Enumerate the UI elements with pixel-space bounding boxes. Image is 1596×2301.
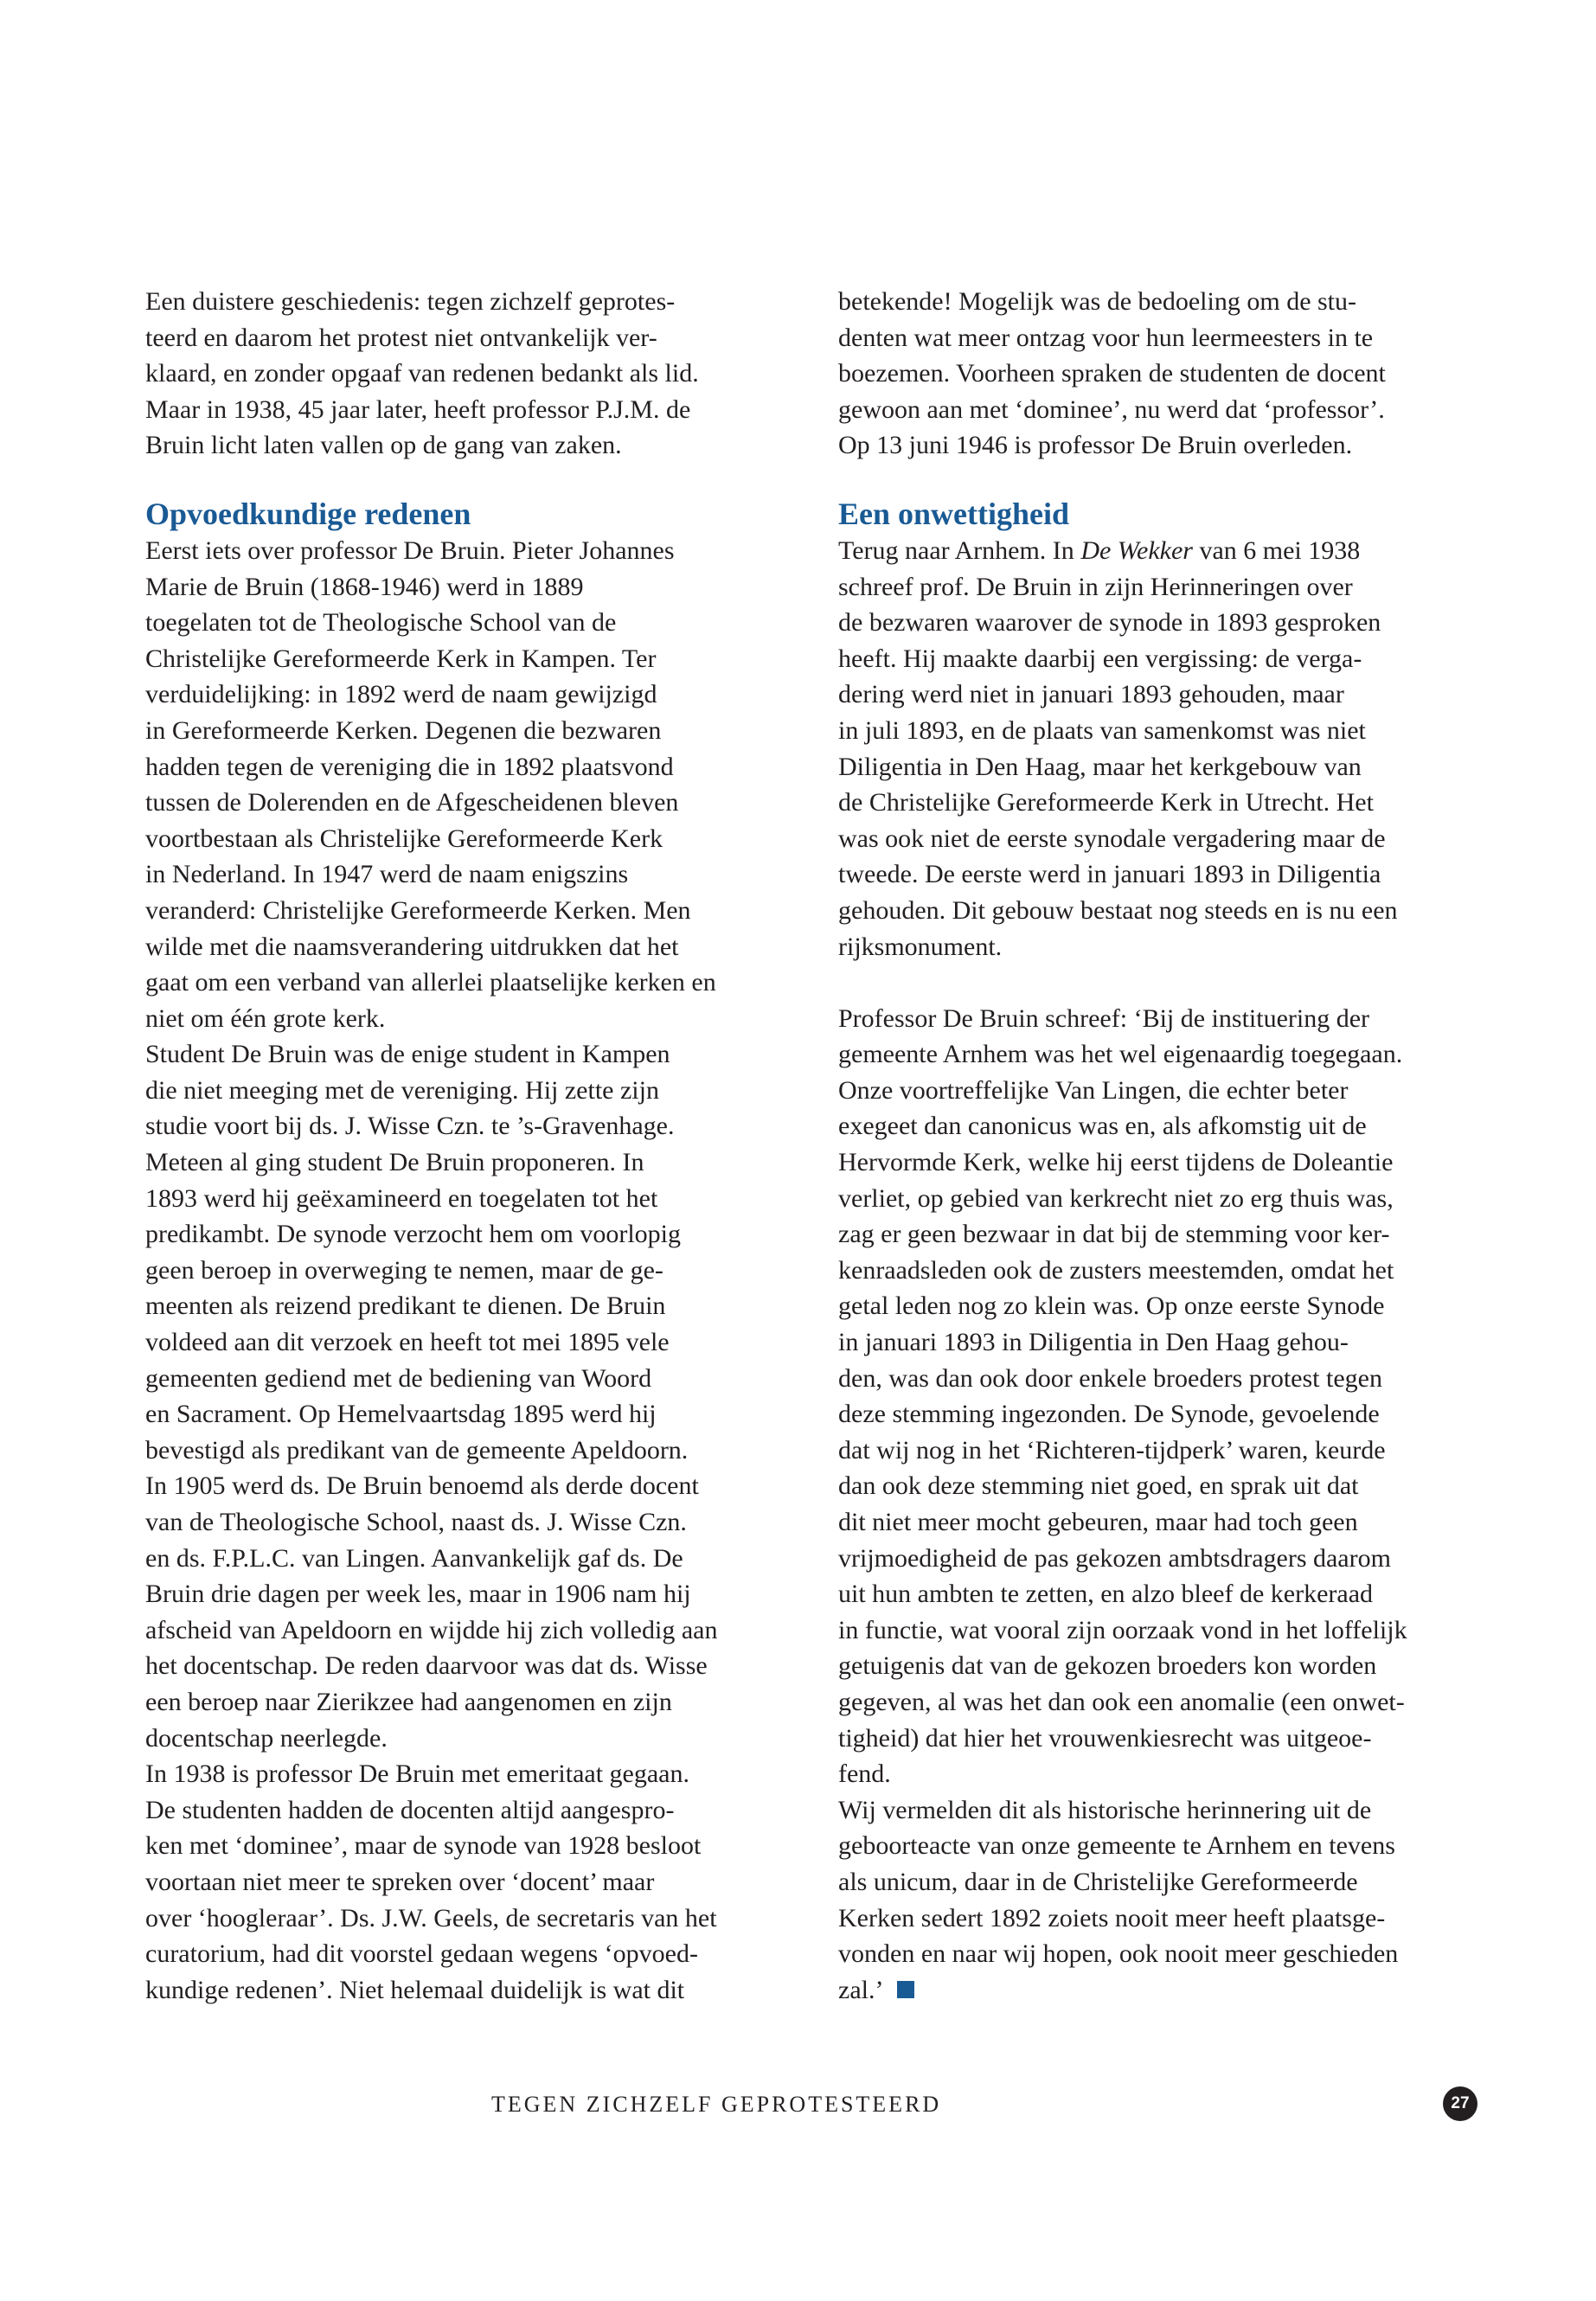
text-line: van de Theologische School, naast ds. J. Wisse Czn.: [145, 1508, 687, 1536]
last-line-text: zal.’: [838, 1975, 884, 2004]
text-line: boezemen. Voorheen spraken de studenten de docent: [838, 359, 1386, 388]
text-line: meenten als reizend predikant te dienen. De Bruin: [145, 1292, 666, 1321]
text-line: ken met ‘dominee’, maar de synode van 1928 besloot: [145, 1831, 702, 1861]
text-line: dat wij nog in het ‘Richteren-tijdperk’ waren, keurde: [838, 1435, 1386, 1465]
left-body-paragraph: [145, 533, 803, 2008]
text-line: exegeet dan canonicus was en, als afkomstig uit de: [838, 1112, 1367, 1141]
text-line: gemeenten gediend met de bediening van Woord: [145, 1363, 652, 1393]
text-line: in juli 1893, en de plaats van samenkomst was niet: [838, 715, 1366, 745]
text-line: voortbestaan als Christelijke Gereformeerde Kerk: [145, 824, 663, 853]
text-line: klaard, en zonder opgaaf van redenen bedankt als lid.: [145, 359, 699, 388]
right-intro-paragraph: [838, 284, 1496, 464]
text-line: voortaan niet meer te spreken over ‘docent’ maar: [145, 1867, 655, 1896]
text-line: Wij vermelden dit als historische herinnering uit de: [838, 1795, 1372, 1824]
text-line: die niet meeging met de vereniging. Hij zette zijn: [145, 1075, 659, 1105]
text-line: niet om één grote kerk.: [145, 1003, 386, 1033]
text-line: geen beroep in overweging te nemen, maar de ge-: [145, 1255, 663, 1285]
text-line: en Sacrament. Op Hemelvaartsdag 1895 werd hij: [145, 1400, 657, 1429]
right-last-line: [838, 1972, 1496, 2009]
text-line: Student De Bruin was de enige student in Kampen: [145, 1040, 670, 1069]
text-line: Onze voortreffelijke Van Lingen, die echter beter: [838, 1075, 1349, 1105]
text-line: in januari 1893 in Diligentia in Den Haag gehou-: [838, 1328, 1349, 1357]
text-line: Op 13 juni 1946 is professor De Bruin overleden.: [838, 431, 1353, 460]
text-line: rijksmonument.: [838, 932, 1003, 961]
section-heading-onwettigheid: Een onwettigheid: [838, 496, 1070, 531]
text-line: afscheid van Apeldoorn en wijdde hij zich volledig aan: [145, 1615, 718, 1644]
text-line: en ds. F.P.L.C. van Lingen. Aanvankelijk gaf ds. De: [145, 1543, 683, 1573]
text-line: bevestigd als predikant van de gemeente Apeldoorn.: [145, 1435, 689, 1465]
text-line: Bruin licht laten vallen op de gang van zaken.: [145, 431, 622, 460]
text-line: was ook niet de eerste synodale vergadering maar de: [838, 824, 1386, 853]
text-line: In 1905 werd ds. De Bruin benoemd als derde docent: [145, 1471, 699, 1501]
text-line: Christelijke Gereformeerde Kerk in Kampen. Ter: [145, 644, 657, 673]
text-line: Meteen al ging student De Bruin proponeren. In: [145, 1148, 644, 1177]
text-line: gewoon aan met ‘dominee’, nu werd dat ‘professor’.: [838, 394, 1385, 424]
text-line: Een duistere geschiedenis: tegen zichzelf geprotes-: [145, 287, 676, 316]
text-line: betekende! Mogelijk was de bedoeling om de stu-: [838, 287, 1357, 316]
text-line: kenraadsleden ook de zusters meestemden, omdat het: [838, 1255, 1394, 1285]
text-line: curatorium, had dit voorstel gedaan wegens ‘opvoed-: [145, 1939, 698, 1969]
text-line: heeft. Hij maakte daarbij een vergissing: de verga-: [838, 644, 1362, 673]
right-column: [838, 284, 1496, 2008]
text-line: de bezwaren waarover de synode in 1893 gesproken: [838, 608, 1381, 638]
right-body-paragraph: [838, 569, 1496, 965]
text-line: dit niet meer mocht gebeuren, maar had toch geen: [838, 1508, 1358, 1536]
text-line: in functie, wat vooral zijn oorzaak vond in het loffelijk: [838, 1615, 1407, 1644]
text-line: fend.: [838, 1759, 891, 1789]
text-line: vonden en naar wij hopen, ook nooit meer geschieden: [838, 1939, 1399, 1969]
text-line: Kerken sedert 1892 zoiets nooit meer heeft plaatsge-: [838, 1903, 1386, 1932]
text-line: tussen de Dolerenden en de Afgescheidenen bleven: [145, 788, 679, 817]
right-first-line: [838, 533, 1496, 569]
running-title: TEGEN ZICHZELF GEPROTESTEERD: [491, 2092, 942, 2117]
page-number: 27: [1443, 2086, 1477, 2121]
section-heading-opvoedkundige: Opvoedkundige redenen: [145, 496, 471, 531]
text-line: dering werd niet in januari 1893 gehouden, maar: [838, 680, 1344, 709]
text-line: de Christelijke Gereformeerde Kerk in Utrecht. Het: [838, 788, 1374, 817]
text-line: In 1938 is professor De Bruin met emeritaat gegaan.: [145, 1759, 689, 1789]
text-line: studie voort bij ds. J. Wisse Czn. te ’s-Gravenhage.: [145, 1112, 675, 1141]
text-line: denten wat meer ontzag voor hun leermeesters in te: [838, 323, 1374, 352]
text-line: schreef prof. De Bruin in zijn Herinneringen over: [838, 572, 1353, 601]
text-line: teerd en daarom het protest niet ontvankelijk ver-: [145, 323, 657, 352]
text-line: Marie de Bruin (1868-1946) werd in 1889: [145, 572, 584, 601]
text-line: tigheid) dat hier het vrouwenkiesrecht was uitgeoe-: [838, 1723, 1372, 1753]
text-line: gegeven, al was het dan ook een anomalie (een onwet-: [838, 1687, 1405, 1716]
text-line: hadden tegen de vereniging die in 1892 plaatsvond: [145, 752, 674, 781]
text-line: docentschap neerlegde.: [145, 1723, 388, 1753]
quote-paragraph: [838, 1001, 1496, 1972]
text-line: in Nederland. In 1947 werd de naam enigszins: [145, 860, 629, 889]
text-line: gehouden. Dit gebouw bestaat nog steeds en is nu een: [838, 895, 1398, 925]
text-line: den, was dan ook door enkele broeders protest tegen: [838, 1363, 1382, 1393]
text-line: gaat om een verband van allerlei plaatselijke kerken en: [145, 968, 716, 997]
text-line: over ‘hoogleraar’. Ds. J.W. Geels, de secretaris van het: [145, 1903, 717, 1932]
text-line: verliet, op gebied van kerkrecht niet zo erg thuis was,: [838, 1183, 1394, 1213]
end-of-article-square-icon: [897, 1981, 914, 1998]
text-line: Eerst iets over professor De Bruin. Pieter Johannes: [145, 535, 675, 565]
text-line: verduidelijking: in 1892 werd de naam gewijzigd: [145, 680, 657, 709]
text-line: tweede. De eerste werd in januari 1893 in Diligentia: [838, 860, 1381, 889]
text-line: geboorteacte van onze gemeente te Arnhem en tevens: [838, 1831, 1395, 1861]
text-line: gemeente Arnhem was het wel eigenaardig toegegaan.: [838, 1040, 1403, 1069]
text-line: toegelaten tot de Theologische School van de: [145, 608, 617, 638]
text-line: deze stemming ingezonden. De Synode, gevoelende: [838, 1400, 1380, 1429]
text-line: 1893 werd hij geëxamineerd en toegelaten tot het: [145, 1183, 658, 1213]
text-line: als unicum, daar in de Christelijke Gereformeerde: [838, 1867, 1358, 1896]
text-line: uit hun ambten te zetten, en alzo bleef de kerkeraad: [838, 1580, 1374, 1609]
text-line: De studenten hadden de docenten altijd aangespro-: [145, 1795, 675, 1824]
paragraph-gap: [838, 965, 1496, 1001]
text-line: predikambt. De synode verzocht hem om voorlopig: [145, 1220, 682, 1249]
text-line: in Gereformeerde Kerken. Degenen die bezwaren: [145, 715, 662, 745]
text-line: Hervormde Kerk, welke hij eerst tijdens de Doleantie: [838, 1148, 1394, 1177]
text-line: zag er geen bezwaar in dat bij de stemming voor ker-: [838, 1220, 1390, 1249]
first-line-after: van 6 mei 1938: [1192, 535, 1361, 565]
text-line: wilde met die naamsverandering uitdrukken dat het: [145, 932, 679, 961]
text-line: een beroep naar Zierikzee had aangenomen en zijn: [145, 1687, 672, 1716]
text-line: voldeed aan dit verzoek en heeft tot mei 1895 vele: [145, 1328, 670, 1357]
first-line-before: Terug naar Arnhem. In: [838, 535, 1081, 565]
text-line: Maar in 1938, 45 jaar later, heeft professor P.J.M. de: [145, 394, 691, 424]
text-line: Diligentia in Den Haag, maar het kerkgebouw van: [838, 752, 1362, 781]
left-column: [145, 284, 803, 2008]
text-line: dan ook deze stemming niet goed, en sprak uit dat: [838, 1471, 1359, 1501]
left-intro-paragraph: [145, 284, 803, 464]
text-line: het docentschap. De reden daarvoor was dat ds. Wisse: [145, 1651, 708, 1681]
text-line: getuigenis dat van de gekozen broeders kon worden: [838, 1651, 1377, 1681]
text-line: Professor De Bruin schreef: ‘Bij de instituering der: [838, 1003, 1370, 1033]
publication-title: De Wekker: [1080, 535, 1193, 565]
text-line: Bruin drie dagen per week les, maar in 1906 nam hij: [145, 1580, 691, 1609]
text-line: veranderd: Christelijke Gereformeerde Kerken. Men: [145, 895, 691, 925]
text-line: getal leden nog zo klein was. Op onze eerste Synode: [838, 1292, 1385, 1321]
text-line: kundige redenen’. Niet helemaal duidelijk is wat dit: [145, 1975, 685, 2004]
text-line: vrijmoedigheid de pas gekozen ambtsdragers daarom: [838, 1543, 1391, 1573]
